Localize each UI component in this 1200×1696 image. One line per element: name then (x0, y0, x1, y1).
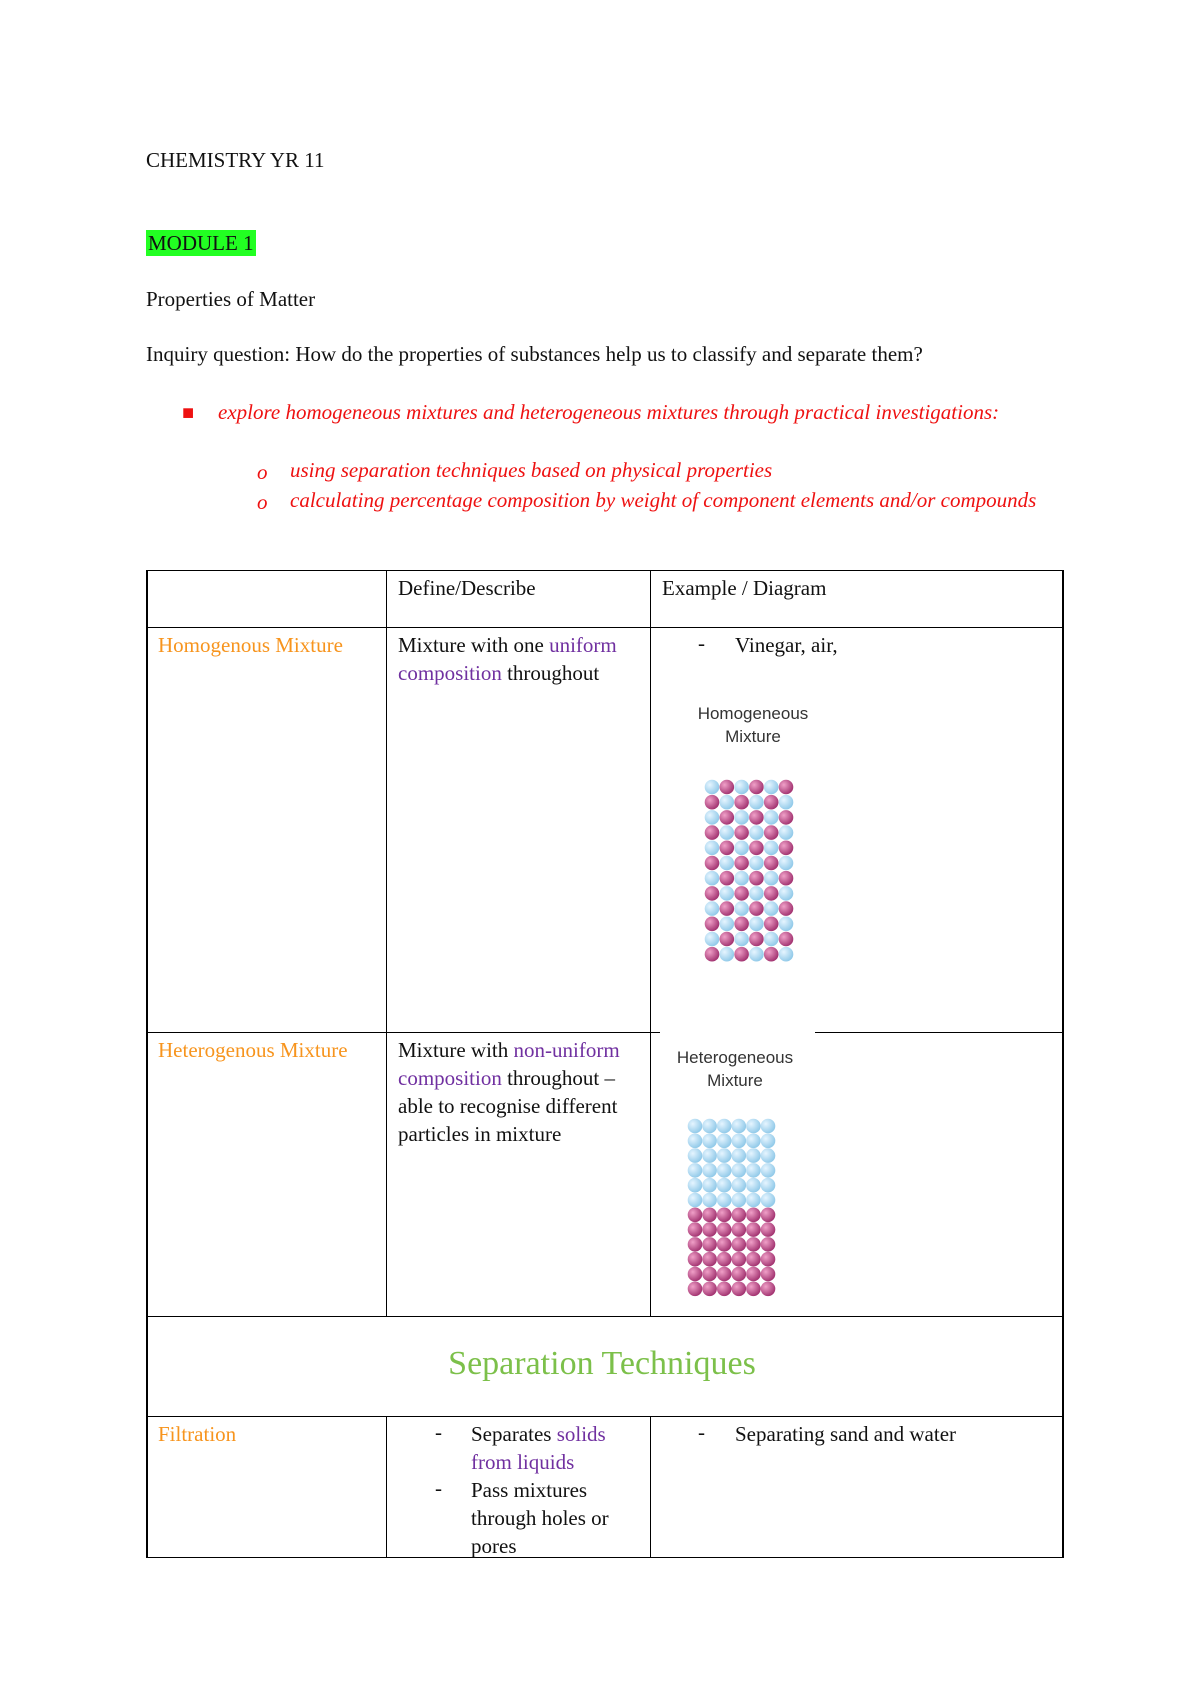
particle (734, 886, 749, 901)
particle (749, 932, 764, 947)
term-homogeneous: Homogenous Mixture (158, 633, 343, 657)
particle (732, 1267, 747, 1282)
particle (705, 810, 720, 825)
particle (702, 1237, 717, 1252)
particle (734, 856, 749, 871)
particle (761, 1222, 776, 1237)
particle (705, 901, 720, 916)
particle (764, 871, 779, 886)
particle (746, 1282, 761, 1297)
particle (761, 1148, 776, 1163)
term-heterogeneous: Heterogenous Mixture (158, 1038, 348, 1062)
particle (761, 1119, 776, 1134)
particle (746, 1178, 761, 1193)
particle (688, 1208, 703, 1223)
particle (761, 1193, 776, 1208)
particle (764, 841, 779, 856)
example-homogeneous: Vinegar, air, (735, 633, 838, 657)
particle (720, 810, 735, 825)
particle (734, 947, 749, 962)
particle (764, 780, 779, 795)
particle (734, 825, 749, 840)
filtration-point-2: Pass mixtures through holes or pores (471, 1478, 609, 1558)
particle (746, 1119, 761, 1134)
particle (734, 810, 749, 825)
particle (779, 932, 794, 947)
particle (749, 917, 764, 932)
filtration-point-1: Separates solids from liquids (471, 1422, 606, 1474)
bullet-icon: ■ (182, 402, 195, 424)
particle (746, 1148, 761, 1163)
dash-marker: - (698, 1420, 705, 1444)
particle (779, 841, 794, 856)
particle (779, 901, 794, 916)
particle (688, 1252, 703, 1267)
sub-item-2: calculating percentage composition by weight of component elements and/or compounds (290, 488, 1037, 512)
particle (761, 1252, 776, 1267)
particle (746, 1222, 761, 1237)
particle (746, 1237, 761, 1252)
particle (717, 1282, 732, 1297)
particle (732, 1208, 747, 1223)
particle (734, 871, 749, 886)
particle (761, 1267, 776, 1282)
particle (702, 1208, 717, 1223)
particle (732, 1237, 747, 1252)
module-label: MODULE 1 (148, 231, 254, 255)
particle (702, 1252, 717, 1267)
particle (732, 1148, 747, 1163)
inquiry-question: Inquiry question: How do the properties of substances help us to classify and separate them? (146, 342, 923, 366)
particle (717, 1119, 732, 1134)
homogeneous-particle-diagram (703, 778, 803, 978)
particle (702, 1178, 717, 1193)
particle (705, 856, 720, 871)
particle (734, 932, 749, 947)
sub-marker-1: o (257, 460, 268, 484)
term-filtration: Filtration (158, 1422, 237, 1446)
particle (688, 1134, 703, 1149)
particle (779, 947, 794, 962)
particle (720, 780, 735, 795)
particle (717, 1222, 732, 1237)
particle (705, 886, 720, 901)
particle (717, 1148, 732, 1163)
particle (734, 795, 749, 810)
particle (749, 825, 764, 840)
particle (705, 825, 720, 840)
particle (717, 1237, 732, 1252)
particle (688, 1237, 703, 1252)
particle (702, 1267, 717, 1282)
heterogeneous-particle-diagram (686, 1117, 786, 1307)
dash-marker: - (698, 631, 705, 655)
particle (720, 825, 735, 840)
particle (761, 1178, 776, 1193)
particle (688, 1267, 703, 1282)
outcome-bullet-text: explore homogeneous mixtures and heterogeneous mixtures through practical investigations: (218, 400, 1000, 424)
particle (779, 780, 794, 795)
dash-marker: - (435, 1420, 442, 1444)
particle (705, 780, 720, 795)
particle (717, 1267, 732, 1282)
particle (732, 1252, 747, 1267)
particle (702, 1119, 717, 1134)
particle (717, 1134, 732, 1149)
particle (688, 1148, 703, 1163)
particle (717, 1193, 732, 1208)
particle (746, 1134, 761, 1149)
particle (732, 1163, 747, 1178)
particle (702, 1148, 717, 1163)
particle (746, 1252, 761, 1267)
particle (734, 841, 749, 856)
heterogeneous-diagram-title: Heterogeneous Mixture (676, 1048, 794, 1090)
particle (734, 901, 749, 916)
section-title: Properties of Matter (146, 287, 316, 311)
particle (705, 871, 720, 886)
header-example: Example / Diagram (662, 576, 827, 600)
particle (734, 917, 749, 932)
particle (761, 1134, 776, 1149)
separation-techniques-heading: Separation Techniques (448, 1345, 756, 1382)
particle (717, 1252, 732, 1267)
particle (764, 947, 779, 962)
particle (702, 1222, 717, 1237)
particle (761, 1163, 776, 1178)
particle (764, 856, 779, 871)
particle (749, 795, 764, 810)
particle (720, 932, 735, 947)
particle (720, 886, 735, 901)
particle (749, 886, 764, 901)
particle (749, 841, 764, 856)
particle (761, 1208, 776, 1223)
particle (761, 1237, 776, 1252)
document-title: CHEMISTRY YR 11 (146, 148, 325, 172)
particle (779, 871, 794, 886)
particle (779, 886, 794, 901)
particle (764, 810, 779, 825)
particle (764, 825, 779, 840)
particle (720, 856, 735, 871)
particle (749, 871, 764, 886)
def-heterogeneous: Mixture with non-uniform composition throughout – able to recognise different particles in mixture (398, 1038, 620, 1146)
particle (732, 1134, 747, 1149)
def-homogeneous: Mixture with one uniform composition throughout (398, 633, 617, 685)
particle (764, 795, 779, 810)
particle (764, 901, 779, 916)
particle (779, 917, 794, 932)
particle (720, 901, 735, 916)
particle (732, 1222, 747, 1237)
particle (764, 932, 779, 947)
particle (779, 825, 794, 840)
particle (746, 1193, 761, 1208)
particle (720, 917, 735, 932)
particle (702, 1163, 717, 1178)
example-filtration: Separating sand and water (735, 1422, 957, 1446)
particle (688, 1222, 703, 1237)
particle (749, 947, 764, 962)
particle (717, 1178, 732, 1193)
particle (749, 901, 764, 916)
particle (779, 795, 794, 810)
particle (779, 810, 794, 825)
particle (732, 1193, 747, 1208)
particle (749, 810, 764, 825)
particle (732, 1119, 747, 1134)
header-define: Define/Describe (398, 576, 536, 600)
particle (720, 795, 735, 810)
dash-marker: - (435, 1476, 442, 1500)
particle (705, 947, 720, 962)
particle (746, 1267, 761, 1282)
particle (705, 932, 720, 947)
particle (764, 886, 779, 901)
particle (761, 1282, 776, 1297)
particle (746, 1208, 761, 1223)
particle (720, 871, 735, 886)
particle (717, 1163, 732, 1178)
particle (749, 780, 764, 795)
particle (746, 1163, 761, 1178)
particle (688, 1178, 703, 1193)
particle (705, 917, 720, 932)
particle (720, 841, 735, 856)
particle (732, 1178, 747, 1193)
particle (717, 1208, 732, 1223)
particle (705, 841, 720, 856)
particle (732, 1282, 747, 1297)
particle (734, 780, 749, 795)
homogeneous-diagram-title: Homogeneous Mixture (697, 704, 809, 746)
particle (702, 1282, 717, 1297)
particle (702, 1193, 717, 1208)
sub-marker-2: o (257, 490, 268, 514)
particle (688, 1163, 703, 1178)
particle (702, 1134, 717, 1149)
particle (688, 1282, 703, 1297)
particle (720, 947, 735, 962)
particle (705, 795, 720, 810)
sub-item-1: using separation techniques based on physical properties (290, 458, 773, 482)
particle (688, 1119, 703, 1134)
particle (779, 856, 794, 871)
particle (764, 917, 779, 932)
particle (688, 1193, 703, 1208)
particle (749, 856, 764, 871)
